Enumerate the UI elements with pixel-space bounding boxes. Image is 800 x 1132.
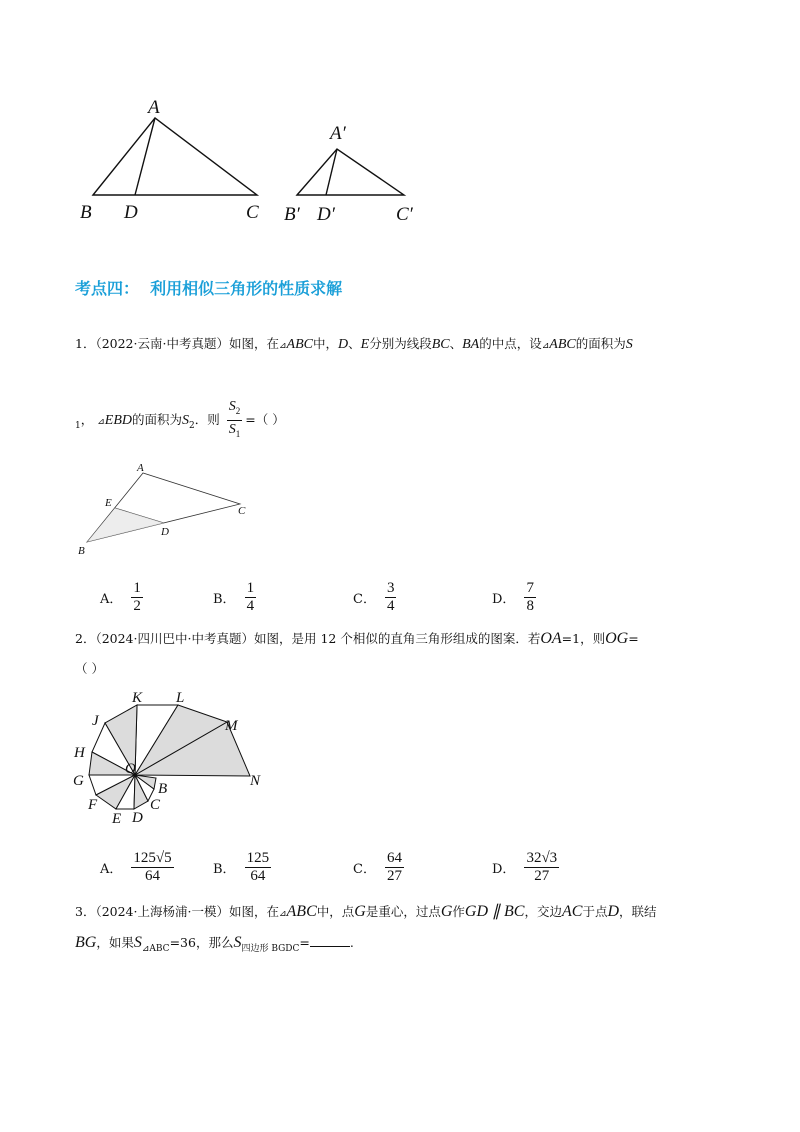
q2-option-d[interactable] <box>492 850 562 885</box>
q2-label-C: C <box>150 797 161 813</box>
option-label: C． <box>353 592 376 607</box>
q1-sub2: 2 <box>189 421 195 431</box>
q2-label-O: O <box>125 761 136 777</box>
q1-text: 如图，在 <box>228 336 279 351</box>
q1-s: S <box>182 413 190 428</box>
q2-text: =1，则 <box>561 631 606 646</box>
q2-option-b[interactable] <box>213 850 274 885</box>
q3-g: G <box>440 903 453 920</box>
option-num: 1 <box>133 580 141 596</box>
q2-option-c[interactable] <box>353 850 407 885</box>
label-A-prime: A′ <box>330 123 346 144</box>
option-num: 32√3 <box>526 850 558 866</box>
q2-oa: OA <box>540 630 562 647</box>
q2-label-K: K <box>132 690 143 706</box>
label-D: D <box>124 202 138 223</box>
label-D-prime: D′ <box>317 204 335 225</box>
q1-abc: ABC <box>286 337 313 352</box>
q3-text: 作 <box>452 904 465 919</box>
option-label: D． <box>492 592 516 607</box>
q1-ratio-fraction <box>227 398 243 443</box>
q2-line-2 <box>75 660 104 678</box>
q1-label-D: D <box>161 526 169 538</box>
q1-option-a[interactable] <box>100 580 146 615</box>
q1-option-d[interactable] <box>492 580 539 615</box>
q1-e: E <box>360 337 370 352</box>
q2-label-J: J <box>92 713 99 729</box>
q1-bc: BC <box>431 337 450 352</box>
q1-line-1 <box>75 335 633 355</box>
q3-abc: ABC <box>286 903 317 920</box>
q1-triangle-figure <box>75 458 265 558</box>
q1-text: 的中点，设 <box>479 336 542 351</box>
answer-blank[interactable] <box>310 934 350 947</box>
q1-source: （2022·云南·中考真题） <box>95 336 229 351</box>
q1-s: S <box>625 337 633 352</box>
option-den: 27 <box>534 868 550 884</box>
q3-text: = <box>299 935 310 950</box>
q1-text: 分别为线段 <box>369 336 432 351</box>
triangle-symbol: ⊿ <box>278 341 287 351</box>
option-den: 64 <box>145 868 160 884</box>
q1-text: =（ ） <box>245 412 285 427</box>
q2-line-1 <box>75 630 639 648</box>
q3-source: （2024·上海杨浦·一模） <box>95 904 229 919</box>
q1-option-c[interactable] <box>353 580 399 615</box>
q1-option-b[interactable] <box>213 580 259 615</box>
option-den: 4 <box>246 598 255 614</box>
label-C: C <box>246 202 259 223</box>
option-label: C． <box>353 862 376 877</box>
option-num: 64 <box>386 850 402 866</box>
q1-text: 、 <box>449 336 463 351</box>
option-num: 125 <box>246 850 270 866</box>
q2-number: 2． <box>75 631 96 646</box>
q1-ba: BA <box>462 337 480 352</box>
q2-paren: （ ） <box>75 661 104 676</box>
q2-label-F: F <box>88 797 98 813</box>
section-title: 考点四： 利用相似三角形的性质求解 <box>75 279 343 298</box>
similar-triangles-figure <box>80 95 420 230</box>
q2-text: = <box>628 631 639 646</box>
q3-text: =36，那么 <box>169 935 234 950</box>
frac-s: S <box>228 399 236 414</box>
q1-sub1: 1 <box>75 421 81 431</box>
q3-text: ，如果 <box>96 935 134 950</box>
option-label: B． <box>213 592 236 607</box>
q3-ac: AC <box>562 903 583 920</box>
q3-line-2 <box>75 934 354 958</box>
label-C-prime: C′ <box>396 204 413 225</box>
q1-label-C: C <box>238 505 246 517</box>
triangle-symbol: ⊿ <box>97 417 105 427</box>
q3-number: 3． <box>75 904 96 919</box>
q3-d: D <box>607 903 620 920</box>
q2-label-M: M <box>225 718 238 734</box>
q1-number: 1． <box>75 336 96 351</box>
q3-text: 如图，在 <box>228 904 279 919</box>
label-A: A <box>148 97 160 118</box>
option-label: D． <box>492 862 516 877</box>
q3-sub-abc: ⊿ABC <box>141 944 170 954</box>
q3-text: 是重心，过点 <box>365 904 441 919</box>
option-den: 8 <box>526 598 534 614</box>
frac-s: S <box>228 422 236 437</box>
q3-bg: BG <box>75 934 97 951</box>
q3-text: . <box>349 935 354 950</box>
option-num: 7 <box>526 580 534 596</box>
q2-source: （2024·四川巴中·中考真题） <box>95 631 254 646</box>
frac-sub: 2 <box>235 406 241 416</box>
option-den: 64 <box>250 868 266 884</box>
q1-label-E: E <box>105 497 112 509</box>
q3-text: ，联结 <box>619 904 657 919</box>
q1-label-B: B <box>78 545 85 557</box>
option-num: 3 <box>386 580 395 596</box>
q2-label-N: N <box>250 773 261 789</box>
q1-text: ， <box>80 412 94 427</box>
q1-ebd: EBD <box>104 413 132 428</box>
q1-d: D <box>338 337 349 352</box>
q2-option-a[interactable] <box>100 850 177 885</box>
option-label: B． <box>213 862 236 877</box>
q2-spiral-figure <box>70 685 270 830</box>
q1-label-A: A <box>137 462 144 474</box>
q3-text: ，交边 <box>524 904 562 919</box>
option-den: 4 <box>386 598 395 614</box>
q3-s: S <box>233 934 242 951</box>
q2-og: OG <box>605 630 629 647</box>
option-num: 125√5 <box>133 850 172 866</box>
triangle-symbol: ⊿ <box>541 341 550 351</box>
q3-line-1 <box>75 903 657 923</box>
q2-label-D: D <box>132 810 143 826</box>
q1-text: 的面积为 <box>575 336 626 351</box>
q3-text: 于点 <box>582 904 608 919</box>
q3-gd-parallel-bc: GD ∥ BC <box>464 903 525 920</box>
label-B-prime: B′ <box>284 204 300 225</box>
option-num: 1 <box>246 580 255 596</box>
q1-abc: ABC <box>549 337 576 352</box>
q2-label-H: H <box>74 745 85 761</box>
label-B: B <box>80 202 92 223</box>
q1-text: 的面积为 <box>132 412 183 427</box>
option-label: A． <box>100 862 123 877</box>
q2-label-L: L <box>176 690 185 706</box>
q3-s: S <box>133 934 142 951</box>
frac-sub: 1 <box>235 429 241 439</box>
q2-label-B: B <box>158 781 168 797</box>
option-den: 27 <box>386 868 402 884</box>
q3-sub-quad: 四边形 BGDC <box>241 944 300 954</box>
q2-text: 如图，是用 12 个相似的直角三角形组成的图案．若 <box>253 631 541 646</box>
q2-label-G: G <box>73 773 84 789</box>
option-den: 2 <box>133 598 141 614</box>
q2-label-E: E <box>112 811 122 827</box>
q3-text: 中，点 <box>316 904 355 919</box>
q1-text: 、 <box>348 336 361 351</box>
triangle-symbol: ⊿ <box>278 909 287 919</box>
option-label: A． <box>100 592 123 607</box>
q3-g: G <box>354 903 366 920</box>
q1-text: ．则 <box>194 412 220 427</box>
q1-line-2 <box>75 398 285 443</box>
q1-text: 中， <box>312 336 338 351</box>
